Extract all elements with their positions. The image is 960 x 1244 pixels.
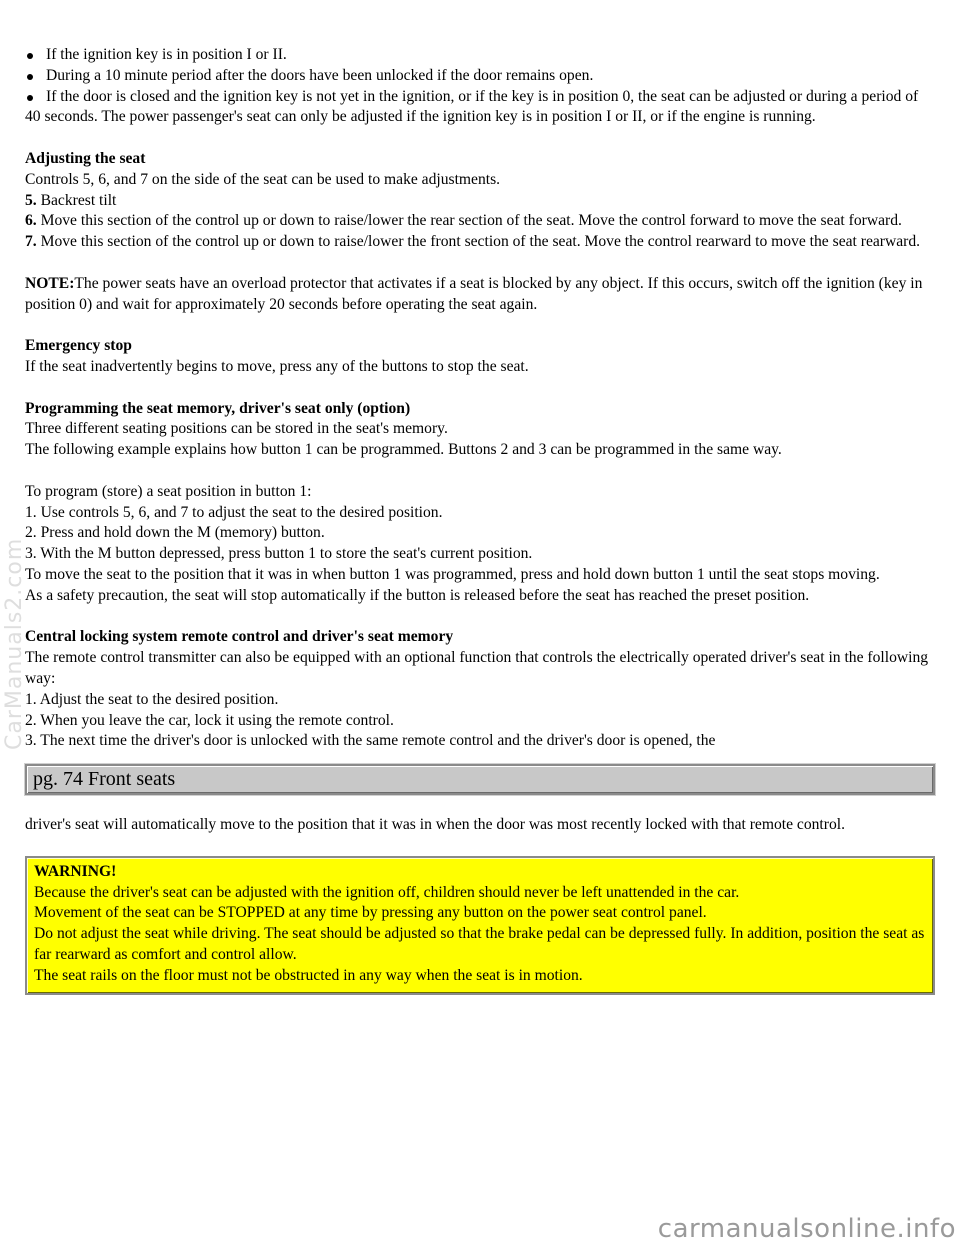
section-heading: Emergency stop [25,337,132,355]
step-item: 2. Press and hold down the M (memory) button. [25,524,325,542]
adjusting-section [25,149,935,253]
warning-line: Because the driver's seat can be adjusted with the ignition off, children should never be left unattended in the car. [34,883,740,901]
control-item [25,211,935,232]
ignition-conditions-list [25,45,935,128]
section-heading: Adjusting the seat [25,149,146,167]
control-number: 6. [25,212,37,230]
paragraph: The following example explains how button 1 can be programmed. Buttons 2 and 3 can be programmed in the same way. [25,441,782,459]
list-item-text: If the ignition key is in position I or II. [46,46,287,63]
paragraph: The remote control transmitter can also be equipped with an optional function that controls the electrically operated driver's seat in the following way: [25,649,929,687]
bullet-icon [27,53,33,59]
paragraph: Three different seating positions can be stored in the seat's memory. [25,420,448,438]
note-text: The power seats have an overload protector that activates if a seat is blocked by any object. If this occurs, switch off the ignition (key in position 0) and wait for approximately 20 seconds before operating the seat again. [25,274,923,313]
control-text: Move this section of the control up or down to raise/lower the rear section of the seat. Move the control forward to move the seat forward. [36,212,902,230]
step-item: 1. Use controls 5, 6, and 7 to adjust the seat to the desired position. [25,503,443,521]
paragraph: If the seat inadvertently begins to move, press any of the buttons to stop the seat. [25,357,529,375]
control-item [25,191,935,212]
section-heading: Programming the seat memory, driver's seat only (option) [25,399,411,417]
step-item: 3. With the M button depressed, press button 1 to store the seat's current position. [25,545,533,563]
list-item [25,87,935,129]
list-item-text: During a 10 minute period after the doors have been unlocked if the door remains open. [46,66,594,84]
note-label: NOTE: [25,274,75,292]
paragraph: To move the seat to the position that it was in when button 1 was programmed, press and hold down button 1 until the seat stops moving. [25,565,880,583]
continuation-paragraph: driver's seat will automatically move to the position that it was in when the door was most recently locked with that remote control. [25,816,845,834]
step-item: 2. When you leave the car, lock it using the remote control. [25,711,394,729]
section-intro: Controls 5, 6, and 7 on the side of the seat can be used to make adjustments. [25,170,501,188]
warning-box [25,856,935,995]
bullet-icon [27,74,33,80]
control-item [25,232,935,253]
warning-line: Movement of the seat can be STOPPED at any time by pressing any button on the power seat control panel. [34,904,707,922]
list-item [25,45,935,66]
step-item: 1. Adjust the seat to the desired position. [25,690,279,708]
warning-title: WARNING! [34,862,117,880]
programming-section [25,399,935,607]
control-text: Move this section of the control up or down to raise/lower the front section of the seat. Move the control rearward to move the seat rearward. [36,233,921,251]
central-locking-section [25,627,935,752]
site-watermark: carmanualsonline.info [657,1214,956,1244]
manual-page [25,45,935,995]
page-number-banner: pg. 74 Front seats [25,764,935,795]
control-number: 7. [25,233,37,251]
section-heading: Central locking system remote control and driver's seat memory [25,628,454,646]
step-item: 3. The next time the driver's door is unlocked with the same remote control and the driver's door is opened, the [25,732,716,750]
control-text: Backrest tilt [36,191,117,209]
control-number: 5. [25,191,37,209]
paragraph: As a safety precaution, the seat will stop automatically if the button is released before the seat has reached the preset position. [25,586,810,604]
note-section [25,274,935,316]
list-item [25,66,935,87]
list-item-text: If the door is closed and the ignition key is not yet in the ignition, or if the key is in position 0, the seat can be adjusted or during a period of 40 seconds. The power passenger's seat can only be adjusted if the ignition key is in position I or II, or if the engine is running. [25,87,919,126]
warning-line: Do not adjust the seat while driving. The seat should be adjusted so that the brake pedal can be depressed fully. In addition, position the seat as far rearward as comfort and control allow. [34,925,925,964]
side-watermark: CarManuals2.com [2,537,27,750]
emergency-section [25,336,935,378]
warning-line: The seat rails on the floor must not be obstructed in any way when the seat is in motion. [34,966,583,984]
bullet-icon [27,95,33,101]
steps-intro: To program (store) a seat position in button 1: [25,482,312,500]
